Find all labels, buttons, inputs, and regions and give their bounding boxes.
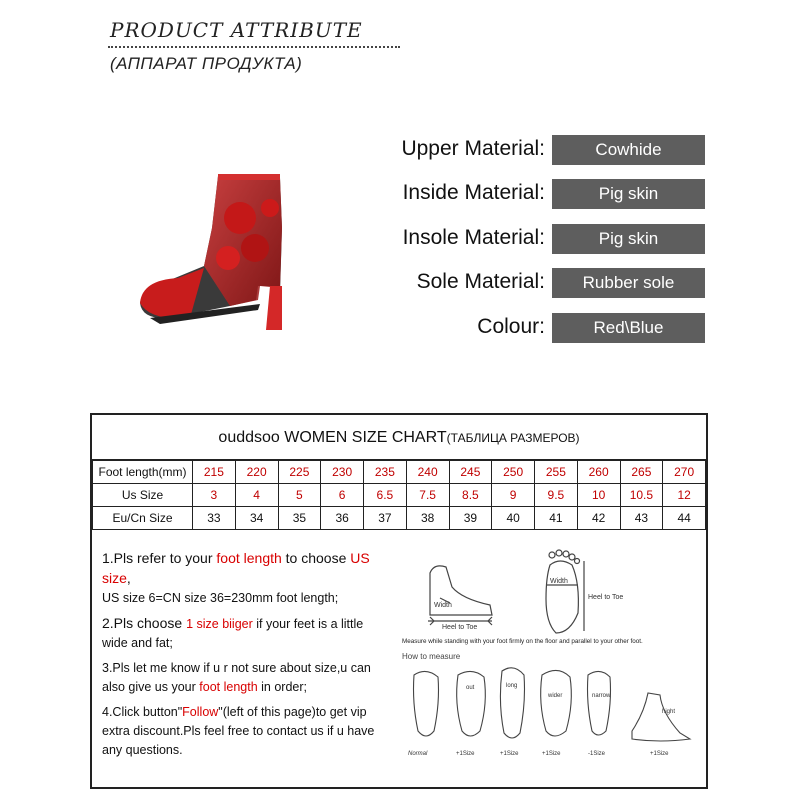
table-cell: 240 [406,460,449,483]
table-row-foot-length [93,460,706,483]
table-cell: 37 [364,506,407,529]
table-cell: 255 [535,460,578,483]
heel-to-toe-label-2: Heel to Toe [588,594,624,601]
table-cell: 10.5 [620,483,663,506]
size-chart-title-en: ouddsoo WOMEN SIZE CHART [218,429,447,446]
table-cell: 4 [235,483,278,506]
table-cell: 43 [620,506,663,529]
table-cell: 41 [535,506,578,529]
title-divider [108,46,400,48]
attribute-row-sole [380,268,705,298]
table-cell: 250 [492,460,535,483]
how-to-measure-label: How to measure [402,652,461,661]
attribute-row-colour [380,313,705,343]
attribute-row-inside [380,179,705,209]
table-cell: 34 [235,506,278,529]
note-3: 3.Pls let me know if u r not sure about size,u can also give us your foot length in order; [102,661,371,694]
table-row-eu-cn-size [93,506,706,529]
attribute-label: Inside Material: [402,181,545,204]
row-header: Us Size [93,483,193,506]
table-cell: 44 [663,506,706,529]
measure-note: Measure while standing with your foot firmly on the floor and parallel to your other foot. [402,638,643,645]
attribute-row-insole [380,224,705,254]
attribute-label: Insole Material: [402,226,545,249]
attribute-value: Pig skin [552,224,705,254]
product-boot-image [130,168,300,338]
side-foot-illustration [428,566,492,625]
table-cell: 235 [364,460,407,483]
table-cell: 230 [321,460,364,483]
section-subtitle: (АППАРАТ ПРОДУКТА) [110,54,303,73]
size-label: +1Size [456,751,475,757]
foot-label-long: long [506,683,518,689]
size-chart-title-ru: (ТАБЛИЦА РАЗМЕРОВ) [446,431,580,445]
foot-label-narrow: narrow [592,693,611,699]
width-label-2: Width [550,578,568,585]
table-cell: 7.5 [406,483,449,506]
table-cell: 9 [492,483,535,506]
table-cell: 38 [406,506,449,529]
size-chart-title [92,415,706,459]
table-cell: 6 [321,483,364,506]
size-label: -1Size [588,751,606,757]
table-cell: 225 [278,460,321,483]
foot-measure-diagram [400,543,706,787]
table-cell: 3 [193,483,236,506]
table-cell: 220 [235,460,278,483]
attribute-value: Rubber sole [552,268,705,298]
table-cell: 33 [193,506,236,529]
attribute-row-upper [380,135,705,165]
foot-label-hight: hight [662,709,676,715]
foot-label-wider: wider [548,693,563,699]
row-header: Eu/Cn Size [93,506,193,529]
foot-label-out: out [466,685,475,691]
table-cell: 35 [278,506,321,529]
section-title: PRODUCT ATTRIBUTE [110,18,363,42]
attribute-value: Cowhide [552,135,705,165]
table-cell: 36 [321,506,364,529]
heel-to-toe-label: Heel to Toe [442,624,478,631]
note-2: 2.Pls choose 1 size biiger if your feet is a little wide and fat; [102,615,364,650]
top-foot-illustration [546,550,584,633]
table-cell: 270 [663,460,706,483]
table-cell: 10 [577,483,620,506]
table-cell: 245 [449,460,492,483]
size-notes [102,549,392,766]
size-table [92,459,706,530]
table-cell: 6.5 [364,483,407,506]
table-cell: 260 [577,460,620,483]
table-row-us-size [93,483,706,506]
attribute-value: Red\Blue [552,313,705,343]
size-chart [90,413,708,789]
note-1: 1.Pls refer to your foot length to choose US size, US size 6=CN size 36=230mm foot length; [102,550,370,605]
table-cell: 265 [620,460,663,483]
size-label: +1Size [650,751,669,757]
size-label-normal: Normal [408,751,428,757]
table-cell: 12 [663,483,706,506]
foot-type-illustrations [414,668,691,741]
note-4: 4.Click button"Follow"(left of this page)to get vip extra discount.Pls feel free to contact us if u have any questions. [102,705,375,757]
attribute-label: Colour: [477,315,545,338]
table-cell: 42 [577,506,620,529]
table-cell: 9.5 [535,483,578,506]
row-header: Foot length(mm) [93,460,193,483]
table-cell: 5 [278,483,321,506]
attribute-label: Sole Material: [416,270,545,293]
size-label: +1Size [500,751,519,757]
attribute-value: Pig skin [552,179,705,209]
table-cell: 39 [449,506,492,529]
table-cell: 40 [492,506,535,529]
width-label: Width [434,602,452,609]
table-cell: 215 [193,460,236,483]
table-cell: 8.5 [449,483,492,506]
attribute-label: Upper Material: [401,137,545,160]
size-label: +1Size [542,751,561,757]
